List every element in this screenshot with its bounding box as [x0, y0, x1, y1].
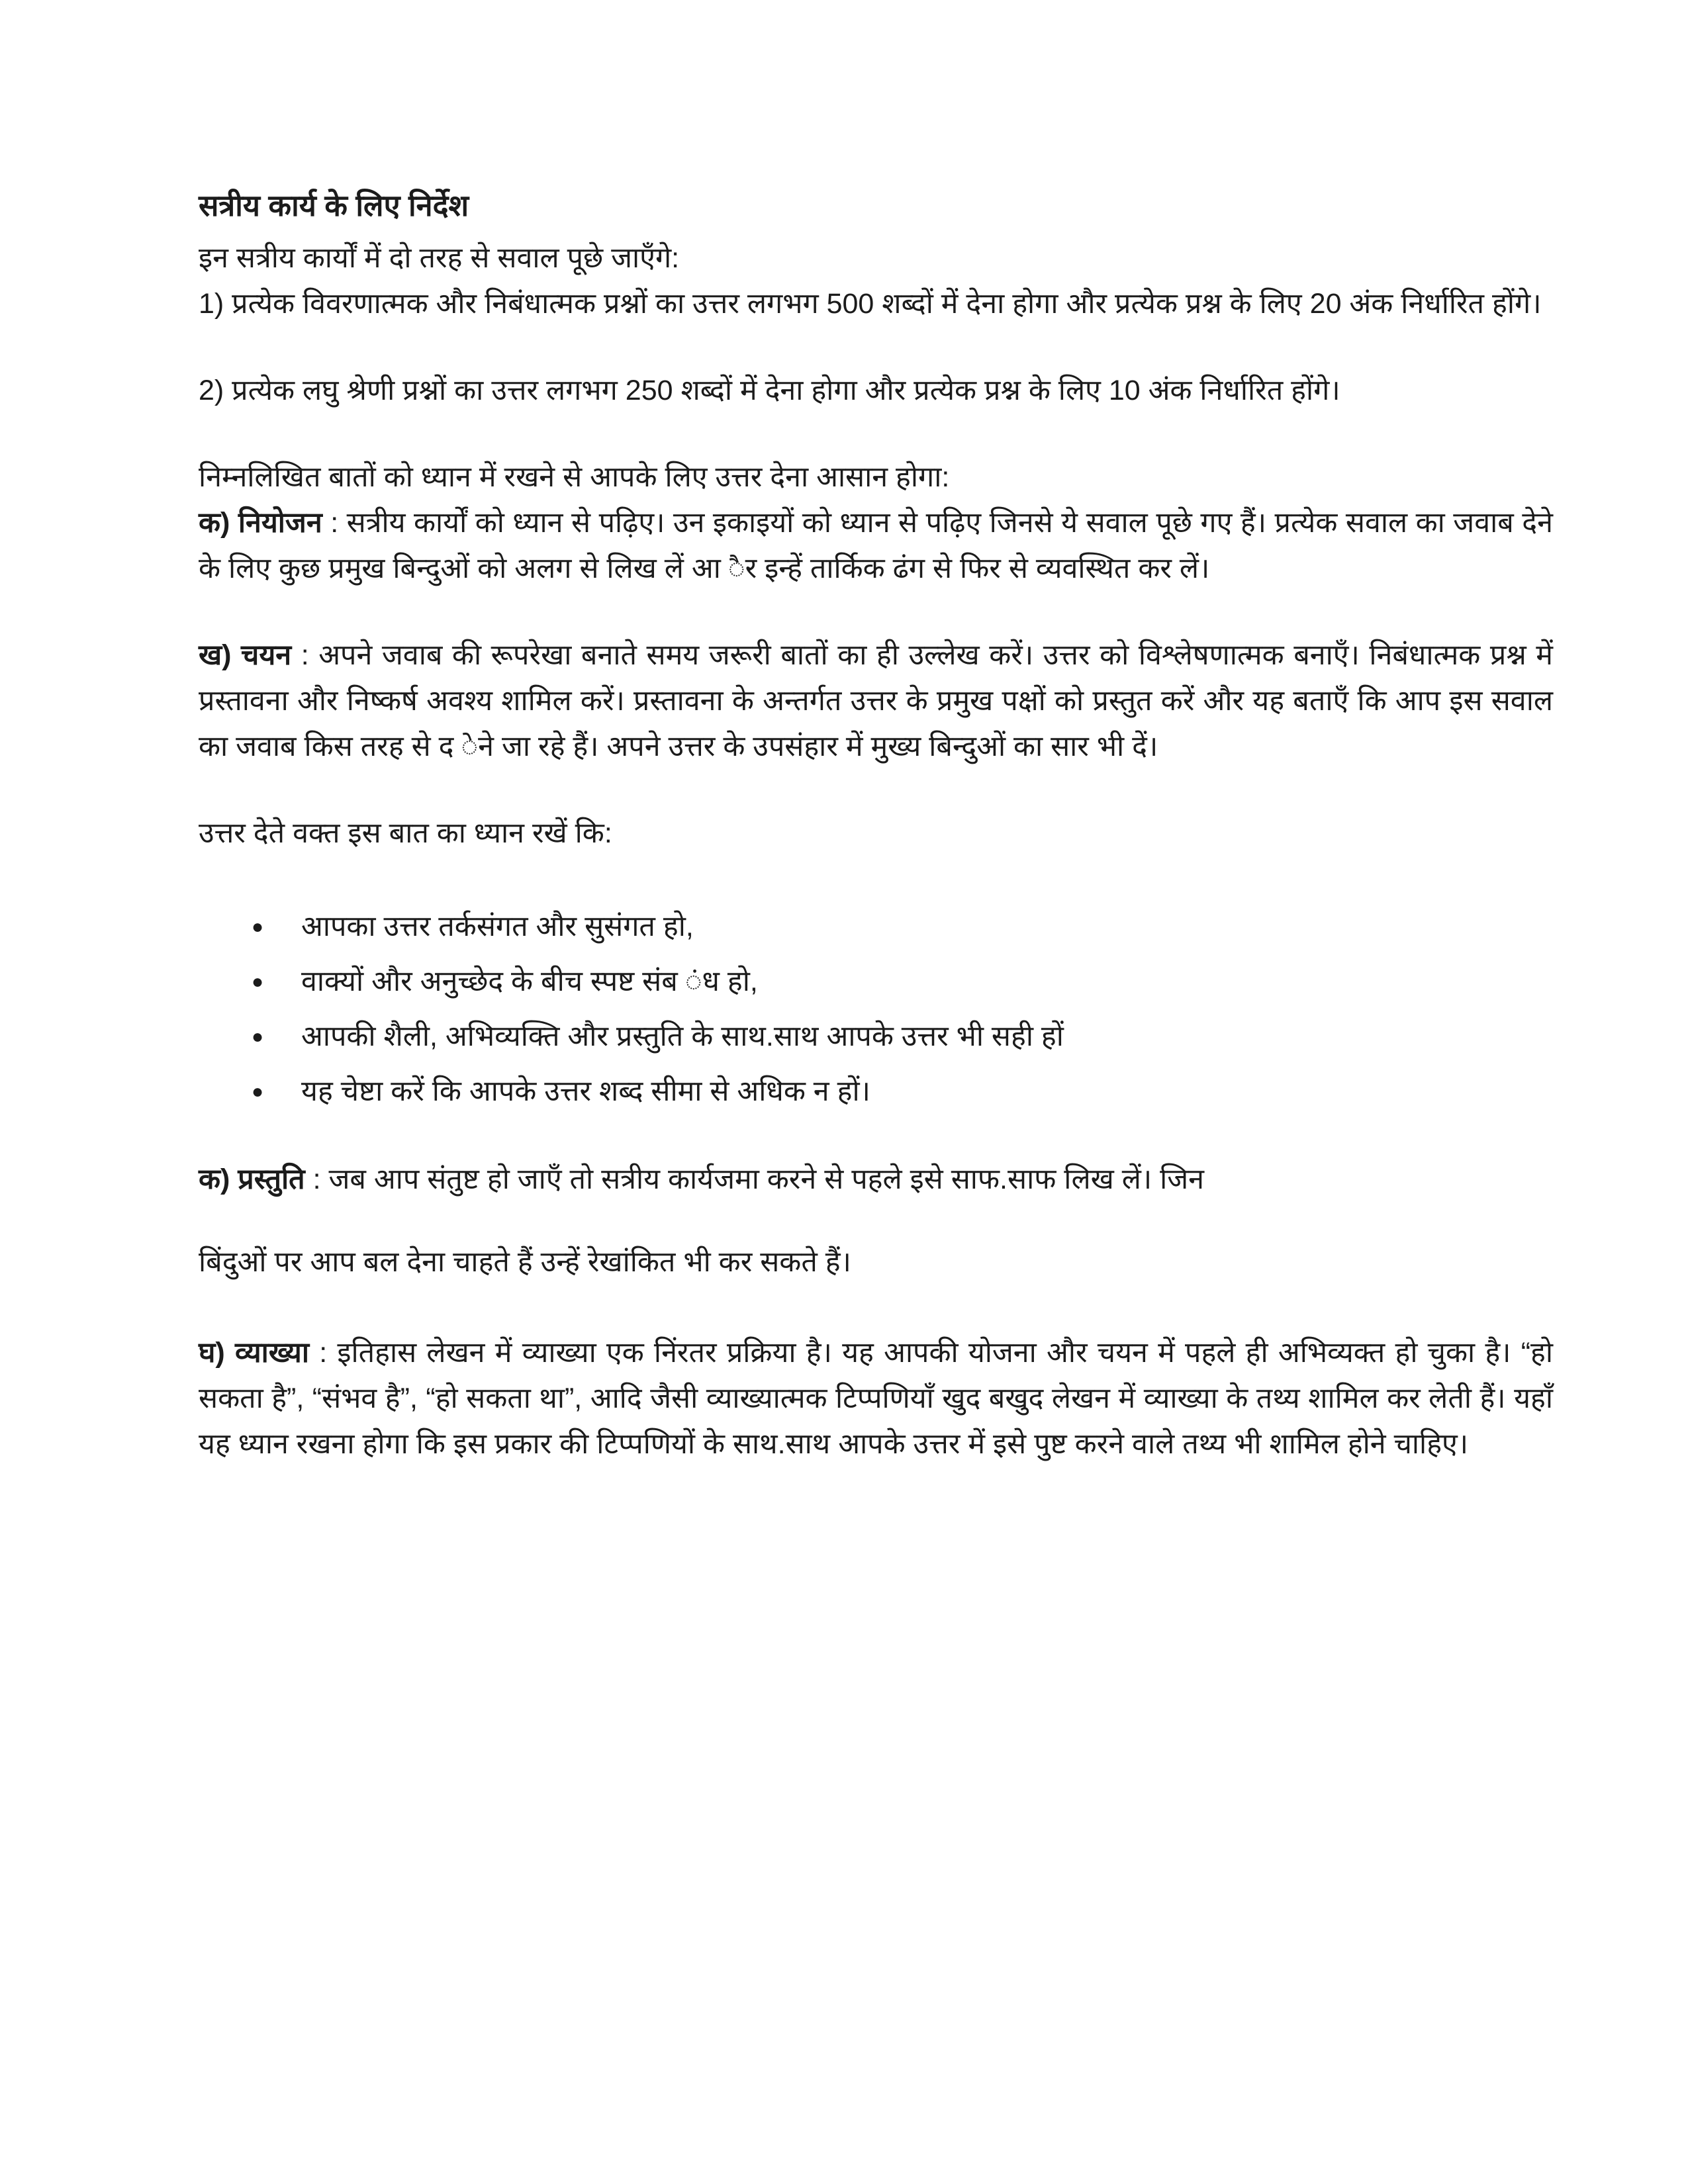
bullet-text: आपकी शैली, अभिव्यक्ति और प्रस्तुति के साथ.साथ आपके उत्तर भी सही हों — [301, 1021, 1064, 1052]
bullet-text: आपका उत्तर तर्कसंगत और सुसंगत हो, — [301, 911, 694, 942]
note-line: निम्नलिखित बातों को ध्यान में रखने से आपके लिए उत्तर देना आसान होगा: — [199, 461, 950, 493]
bullet-text: यह चेष्टा करें कि आपके उत्तर शब्द सीमा से अधिक न हों। — [301, 1075, 870, 1107]
list-item — [252, 1014, 1553, 1060]
list-item — [252, 904, 1553, 950]
attention-line: उत्तर देते वक्त इस बात का ध्यान रखें कि: — [199, 817, 612, 849]
section-selection-text: : अपने जवाब की रूपरेखा बनाते समय जरूरी बातों का ही उल्लेख करें। उत्तर को विश्लेषणात्मक बनाएँ। निबंधात्मक प्रश्न में प्रस्तावना और निष्कर्ष अवश्य शामिल करें। प्रस्तावना के अन्तर्गत उत्तर के प्रमुख पक्षों को प्रस्तुत करें और यह बताएँ कि आप इस सवाल का जवाब किस तरह से द ेने जा रहे हैं। अपने उत्तर के उपसंहार में मुख्य बिन्दुओं का सार भी दें। — [199, 639, 1553, 762]
section-planning — [199, 500, 1553, 592]
intro-line: इन सत्रीय कार्यों में दो तरह से सवाल पूछे जाएँगे: — [199, 242, 680, 274]
numbered-paragraph-2: 2) प्रत्येक लघु श्रेणी प्रश्नों का उत्तर लगभग 250 शब्दों में देना होगा और प्रत्येक प्रश्न के लिए 10 अंक निर्धारित होंगे। — [199, 375, 1340, 406]
bullet-icon: ● — [252, 916, 264, 938]
section-interpretation-label: घ) व्याख्या — [199, 1337, 309, 1369]
document-content — [199, 183, 1553, 1467]
section-interpretation-text: : इतिहास लेखन में व्याख्या एक निंरतर प्रक्रिया है। यह आपकी योजना और चयन में पहले ही अभिव्यक्त हो चुका है। “हो सकता है”, “संभव है”, “हो सकता था”, आदि जैसी व्याख्यात्मक टिप्पणियाँ खुद बखुद लेखन में व्याख्या के तथ्य शामिल कर लेती हैं। यहाँ यह ध्यान रखना होगा कि इस प्रकार की टिप्पणियों के साथ.साथ आपके उत्तर में इसे पुष्ट करने वाले तथ्य भी शामिल होने चाहिए। — [199, 1337, 1553, 1460]
list-item — [252, 959, 1553, 1005]
section-selection — [199, 633, 1553, 770]
section-selection-label: ख) चयन — [199, 639, 292, 671]
section-interpretation — [199, 1330, 1553, 1467]
numbered-paragraph-1: 1) प्रत्येक विवरणात्मक और निबंधात्मक प्रश्नों का उत्तर लगभग 500 शब्दों में देना होगा और प्रत्येक प्रश्न के लिए 20 अंक निर्धारित होंगे। — [199, 288, 1542, 320]
bullet-icon: ● — [252, 1081, 264, 1103]
bullet-list — [199, 904, 1553, 1115]
section-presentation — [199, 1157, 1553, 1203]
section-presentation-text: : जब आप संतुष्ट हो जाएँ तो सत्रीय कार्यजमा करने से पहले इसे साफ.साफ लिख लें। जिन — [312, 1163, 1205, 1195]
bullet-icon: ● — [252, 1026, 264, 1048]
page-title: सत्रीय कार्य के लिए निर्देश — [199, 189, 469, 222]
bullet-text: वाक्यों और अनुच्छेद के बीच स्पष्ट संब ंध हो, — [301, 966, 758, 997]
bullet-icon: ● — [252, 971, 264, 993]
list-item — [252, 1069, 1553, 1115]
section-planning-text: : सत्रीय कार्यों को ध्यान से पढ़िए। उन इकाइयों को ध्यान से पढ़िए जिनसे ये सवाल पूछे गए हैं। प्रत्येक सवाल का जवाब देने के लिए कुछ प्रमुख बिन्दुओं को अलग से लिख लें आ ैर इन्हें तार्किक ढंग से फिर से व्यवस्थित कर लें। — [199, 507, 1554, 584]
section-presentation-label: क) प्रस्तुति — [199, 1163, 305, 1195]
note-group — [199, 455, 1553, 592]
section-planning-label: क) नियोजन — [199, 507, 322, 539]
section-presentation-continuation: बिंदुओं पर आप बल देना चाहते हैं उन्हें रेखांकित भी कर सकते हैं। — [199, 1246, 851, 1278]
